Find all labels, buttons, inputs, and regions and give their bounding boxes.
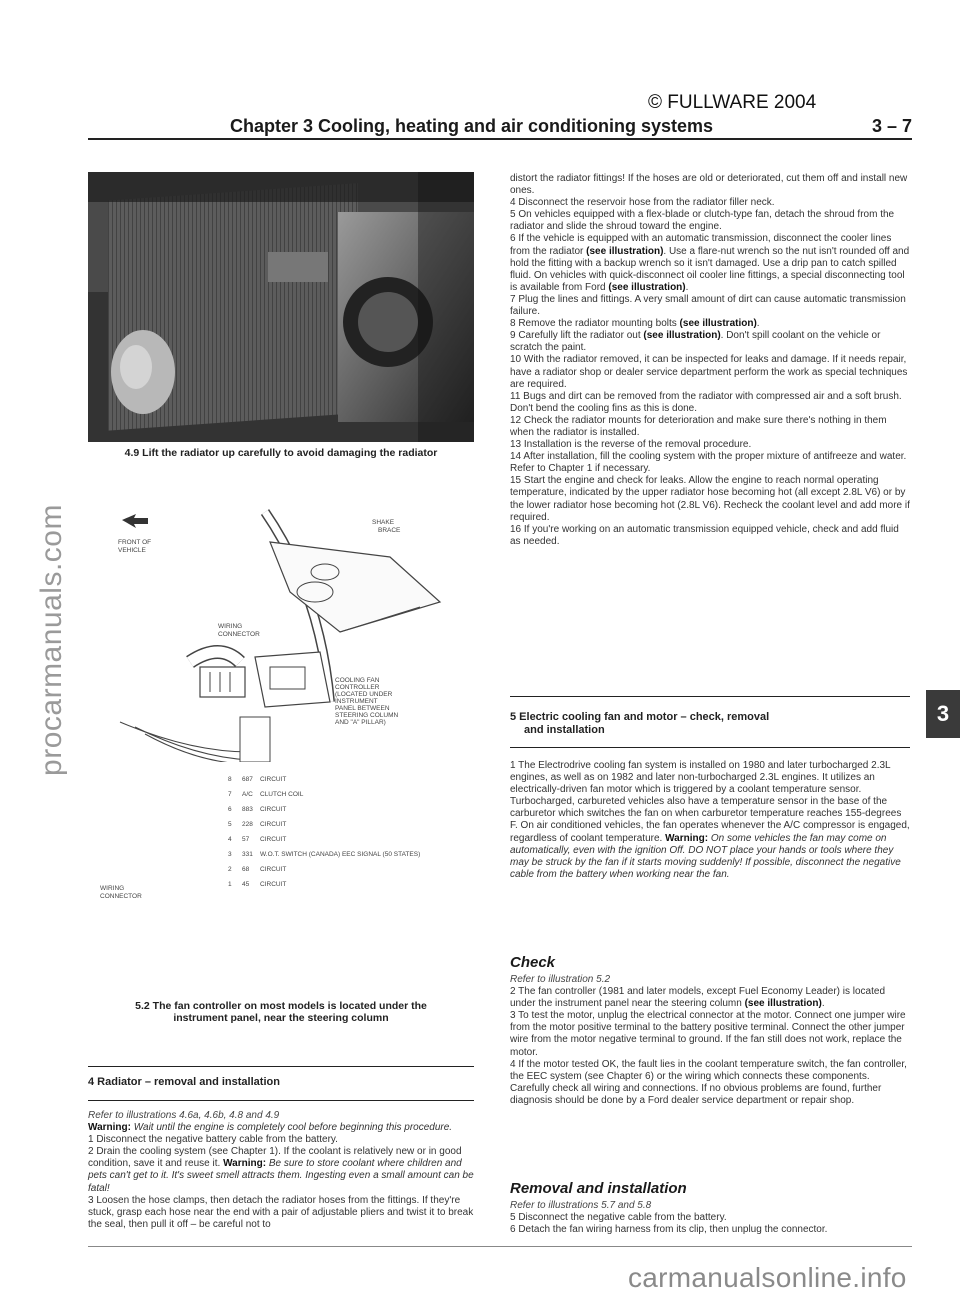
page-number: 3 – 7: [871, 116, 912, 136]
figure-5-2-caption-line1: 5.2 The fan controller on most models is located under the: [135, 1000, 427, 1012]
fan-controller-diagram-svg: [90, 502, 480, 762]
controller-label-5: PANEL BETWEEN: [335, 705, 390, 712]
see-illustration: (see illustration): [586, 245, 664, 257]
section-4-step-2: [88, 1146, 474, 1194]
front-of-vehicle-label-1: FRONT OF: [118, 539, 152, 546]
radiator-photo: [88, 172, 474, 442]
pin-row: 2 68 CIRCUIT: [228, 866, 287, 873]
controller-label-7: AND "A" PILLAR): [335, 719, 386, 726]
removal-step-6: 6 Detach the fan wiring harness from its clip, then unplug the connector.: [510, 1224, 828, 1236]
section-4-title: 4 Radiator – removal and installation: [88, 1076, 280, 1088]
see-illustration: (see illustration): [744, 998, 822, 1010]
see-illustration: (see illustration): [679, 318, 757, 330]
check-refer: Refer to illustration 5.2: [510, 974, 611, 985]
section-4-step-3: 3 Loosen the hose clamps, then detach the radiator hoses from the fittings. If they're stuck, grasp each hose near the end with a pair of adjustable pliers and twist it to break the seal, then pull it off – be careful not to: [88, 1194, 474, 1230]
section-5-intro: [510, 760, 910, 881]
bottom-watermark: carmanualsonline.info: [628, 1262, 907, 1293]
section-4-warning: [88, 1122, 474, 1134]
warning-label: Warning:: [88, 1122, 131, 1134]
right-column-steps: [510, 173, 910, 548]
step-12: 12 Check the radiator mounts for deterioration and make sure there's nothing in them when the radiator is installed.: [510, 414, 887, 438]
section-4-step-1: 1 Disconnect the negative battery cable from the battery.: [88, 1134, 338, 1146]
pin-row: 5 228 CIRCUIT: [228, 821, 287, 828]
step-10: 10 With the radiator removed, it can be inspected for leaks and damage. If it needs repair, have a radiator shop or dealer service department perform the work as special techniques are required.: [510, 354, 908, 390]
warning-text: On some vehicles the fan may come on automatically, even with the ignition Off. DO NOT place your hands or tools where they may be struck by the fan if it starts moving suddenly! If possible, disconnect the negative cable from the battery when working near the fan.: [510, 832, 901, 880]
section-5-paragraph-1: [510, 760, 910, 881]
pin-row: 3 331 W.O.T. SWITCH (CANADA) EEC SIGNAL (50 STATES): [228, 851, 421, 858]
step-15: 15 Start the engine and check for leaks. Allow the engine to reach normal operating temperature, indicated by the upper radiator hose becoming hot (all except 2.8L V6) or by the lower radiator hose becoming hot (2.8L V6). Recheck the coolant level and add more if required.: [510, 475, 910, 523]
figure-5-2-caption: [88, 1000, 474, 1024]
section-5-top-rule: [510, 696, 910, 697]
step-9: [510, 330, 910, 354]
step-6-text-a: 6 If the vehicle is equipped with an automatic transmission, disconnect the cooler lines from the radiator: [510, 233, 892, 257]
step-7: 7 Plug the lines and fittings. A very small amount of dirt can cause automatic transmission failure.: [510, 293, 906, 318]
step-6: 6 If the vehicle is equipped with an automatic transmission, disconnect the cooler lines from the radiator (see illustration). Use a flare-nut wrench so the nut isn't rounded off and hold the fitting with a backup wrench so it isn't damaged. Use a drip pan to catch spilled fluid. On vehicles with quick-disconnect oil cooler line fittings, a special disconnecting tool is available from Ford (see illustration).: [510, 233, 910, 293]
warning-text: Be sure to store coolant where children and pets can't get to it. It's sweet smell attracts them. Ingesting even a small amount can be fatal!: [88, 1158, 474, 1194]
figure-4-9-caption: 4.9 Lift the radiator up carefully to avoid damaging the radiator: [124, 447, 438, 459]
step-11: 11 Bugs and dirt can be removed from the radiator with compressed air and a soft brush. Don't bend the cooling fins as this is done.: [510, 390, 902, 414]
shake-brace-label-1: SHAKE: [372, 519, 395, 526]
figure-5-2-caption-line2: instrument panel, near the steering column: [173, 1012, 389, 1024]
pin-row: 7 A/C CLUTCH COIL: [228, 791, 304, 798]
step-16: 16 If you're working on an automatic transmission equipped vehicle, check and add fluid as needed.: [510, 523, 899, 547]
radiator-photo-image: [88, 172, 474, 442]
section-4-refer: Refer to illustrations 4.6a, 4.6b, 4.8 and 4.9: [88, 1110, 280, 1121]
check-step-3: 3 To test the motor, unplug the electrical connector at the motor. Connect one jumper wire from the motor positive terminal to the battery positive terminal. Connect the other jumper wire from the motor negative terminal to ground. If the fan still does not work, replace the motor.: [510, 1010, 906, 1058]
pin-row: 8 687 CIRCUIT: [228, 776, 287, 783]
pin-table: [228, 772, 428, 892]
removal-step-5: 5 Disconnect the negative cable from the battery.: [510, 1212, 727, 1224]
step-4: 4 Disconnect the reservoir hose from the radiator filler neck.: [510, 197, 775, 209]
chapter-tab-marker: 3: [926, 690, 960, 738]
chapter-title: Chapter 3 Cooling, heating and air conditioning systems: [230, 116, 714, 136]
step-8: 8 Remove the radiator mounting bolts (see illustration).: [510, 318, 760, 330]
wiring-connector-bottom-label: [100, 885, 142, 901]
fan-controller-diagram: [90, 502, 480, 762]
warning-label: Warning:: [665, 832, 709, 844]
pin-row: 4 57 CIRCUIT: [228, 836, 287, 843]
see-illustration: (see illustration): [643, 330, 721, 342]
shake-brace-label-2: BRACE: [378, 527, 401, 534]
step-6-text-b: . Use a flare-nut wrench so the nut isn't rounded off and hold the fitting with a backup wrench so it isn't damaged. Use a drip pan to catch spilled fluid. On vehicles with quick-disconnect oil cooler line fittings, a special disconnecting tool is available from Ford: [510, 245, 910, 293]
wiring-connector-bottom-label-2: CONNECTOR: [100, 893, 142, 900]
section-5-title-line2: and installation: [524, 724, 605, 736]
copyright-notice: © FULLWARE 2004: [648, 92, 817, 113]
removal-heading: Removal and installation: [510, 1180, 687, 1197]
section-5-title: [510, 711, 769, 737]
wiring-connector-bottom-label-1: WIRING: [100, 885, 125, 892]
removal-body: [510, 1200, 910, 1236]
wiring-connector-top-label-2: CONNECTOR: [218, 631, 260, 638]
warning-label: Warning:: [223, 1158, 267, 1170]
section-5-p1-text: 1 The Electrodrive cooling fan system is installed on 1980 and later turbocharged 2.3L engines, as well as on 1982 and later non-turbocharged 2.3L engines. It utilizes an electrically-driven fan motor which is triggered by a coolant temperature sensor. Turbocharged, carbureted vehicles also have a temperature sensor in the base of the carburetor which switches the fan on when carburetor temperature reaches 155-degrees F. On air conditioned vehicles, the fan operates whenever the A/C compressor is engaged, regardless of coolant temperature.: [510, 760, 910, 844]
controller-label-6: STEERING COLUMN: [335, 712, 399, 719]
wiring-connector-top-label-1: WIRING: [218, 623, 243, 630]
controller-label-1: COOLING FAN: [335, 677, 380, 684]
step-8-text: 8 Remove the radiator mounting bolts: [510, 318, 677, 330]
side-watermark: procarmanuals.com: [35, 504, 68, 776]
header-rule: [88, 138, 912, 140]
front-of-vehicle-label-2: VEHICLE: [118, 547, 146, 554]
controller-label-2: CONTROLLER: [335, 684, 380, 691]
step-9-text-a: 9 Carefully lift the radiator out: [510, 330, 641, 342]
step-13: 13 Installation is the reverse of the removal procedure.: [510, 439, 752, 451]
check-body: [510, 974, 910, 1107]
step-9-text-b: . Don't spill coolant on the vehicle or scratch the paint.: [510, 330, 881, 354]
controller-label-4: INSTRUMENT: [335, 698, 378, 705]
front-arrow-icon: [122, 514, 148, 528]
warning-text: Wait until the engine is completely cool before beginning this procedure.: [133, 1122, 453, 1134]
check-step-4: 4 If the motor tested OK, the fault lies in the coolant temperature switch, the fan controller, the EEC system (see Chapter 6) or the wiring which connects these components. Carefully check all wiring and connections. If no obvious problems are found, further diagnosis should be done by a Ford dealer service department or repair shop.: [510, 1058, 907, 1106]
pin-row: 6 883 CIRCUIT: [228, 806, 287, 813]
section-5-bottom-rule: [510, 747, 910, 748]
check-step-2-text: 2 The fan controller (1981 and later models, except Fuel Economy Leader) is located under the instrument panel near the steering column: [510, 986, 886, 1010]
pin-row: 1 45 CIRCUIT: [228, 881, 287, 888]
removal-refer: Refer to illustrations 5.7 and 5.8: [510, 1200, 652, 1211]
section-4-top-rule: [88, 1066, 474, 1067]
footer-rule: [88, 1246, 912, 1247]
check-heading: Check: [510, 954, 556, 971]
check-step-2: 2 The fan controller (1981 and later models, except Fuel Economy Leader) is located under the instrument panel near the steering column (see illustration).: [510, 986, 886, 1010]
controller-label-3: (LOCATED UNDER: [335, 691, 393, 698]
section-4-bottom-rule: [88, 1100, 474, 1101]
section-5-title-line1: 5 Electric cooling fan and motor – check, removal: [510, 711, 770, 723]
step-14: 14 After installation, fill the cooling system with the proper mixture of antifreeze and water. Refer to Chapter 1 if necessary.: [510, 451, 907, 475]
see-illustration: (see illustration): [608, 281, 686, 293]
step-2-text: 2 Drain the cooling system (see Chapter 1). If the coolant is relatively new or in good condition, save it and reuse it.: [88, 1146, 462, 1170]
step-5: 5 On vehicles equipped with a flex-blade or clutch-type fan, detach the shroud from the radiator and slide the shroud toward the engine.: [510, 209, 895, 233]
section-4-body: [88, 1110, 474, 1231]
continuation-text: distort the radiator fittings! If the hoses are old or deteriorated, cut them off and install new ones.: [510, 173, 908, 197]
